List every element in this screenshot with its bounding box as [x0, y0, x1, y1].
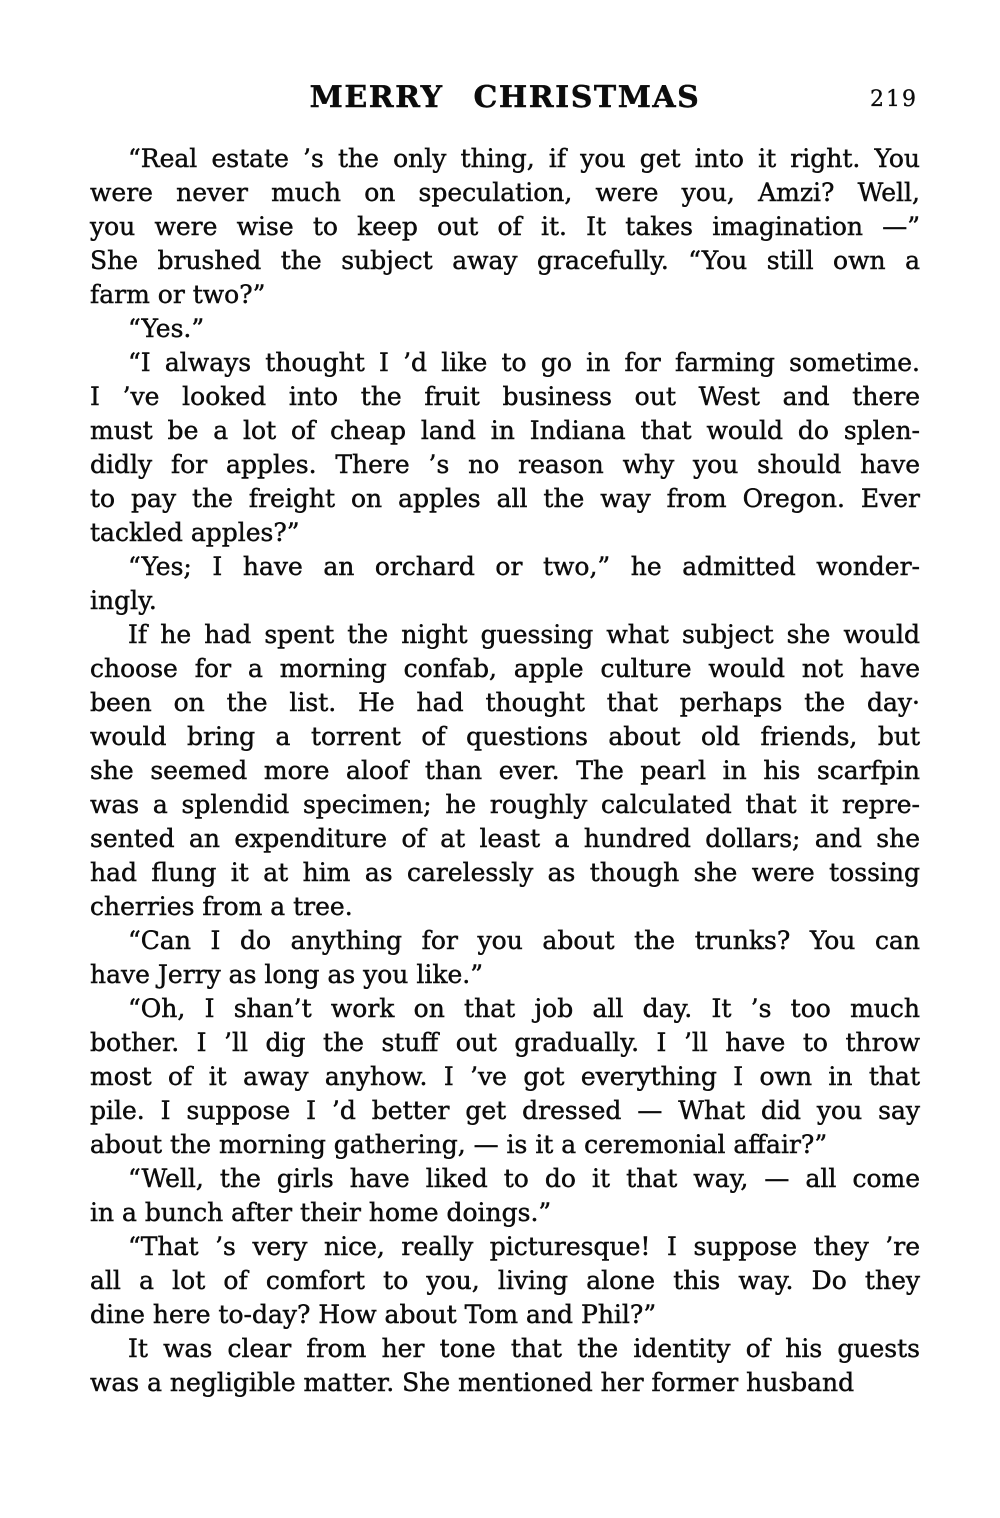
text-line: pile. I suppose I ’d better get dressed — What did you say	[90, 1096, 920, 1125]
text-line: was a splendid specimen; he roughly calculated that it repre-	[90, 790, 920, 819]
text-line: must be a lot of cheap land in Indiana that would do splen-	[90, 416, 920, 445]
text-line: about the morning gathering, — is it a ceremonial affair?”	[90, 1130, 828, 1159]
paragraph	[90, 550, 920, 618]
paragraph	[90, 346, 920, 550]
text-line: “Well, the girls have liked to do it that way, — all come	[128, 1164, 920, 1193]
text-line: had flung it at him as carelessly as though she were tossing	[90, 858, 920, 887]
text-line: “I always thought I ’d like to go in for farming sometime.	[128, 348, 920, 377]
paragraph	[90, 312, 920, 346]
text-line: were never much on speculation, were you, Amzi? Well,	[90, 178, 920, 207]
text-line: you were wise to keep out of it. It takes imagination —”	[90, 212, 920, 241]
text-line: tackled apples?”	[90, 518, 300, 547]
page-body	[90, 142, 920, 1400]
text-line: She brushed the subject away gracefully. “You still own a	[90, 246, 920, 275]
text-line: bother. I ’ll dig the stuff out gradually. I ’ll have to throw	[90, 1028, 920, 1057]
text-line: cherries from a tree.	[90, 892, 353, 921]
running-header-title: MERRY CHRISTMAS	[309, 80, 701, 115]
text-line: I ’ve looked into the fruit business out West and there	[90, 382, 920, 411]
paragraph	[90, 1230, 920, 1332]
text-line: “Can I do anything for you about the trunks? You can	[128, 926, 920, 955]
page-number: 219	[870, 87, 918, 112]
text-line: “Yes; I have an orchard or two,” he admitted wonder-	[128, 552, 920, 581]
paragraph	[90, 618, 920, 924]
text-line: all a lot of comfort to you, living alone this way. Do they	[90, 1266, 920, 1295]
text-line: sented an expenditure of at least a hundred dollars; and she	[90, 824, 920, 853]
running-header	[90, 80, 920, 116]
text-line: in a bunch after their home doings.”	[90, 1198, 552, 1227]
paragraph	[90, 992, 920, 1162]
text-line: farm or two?”	[90, 280, 266, 309]
text-line: was a negligible matter. She mentioned her former husband	[90, 1368, 855, 1397]
text-line: have Jerry as long as you like.”	[90, 960, 484, 989]
paragraph	[90, 142, 920, 312]
text-line: she seemed more aloof than ever. The pearl in his scarfpin	[90, 756, 920, 785]
text-line: dine here to-day? How about Tom and Phil?”	[90, 1300, 657, 1329]
text-line: “Real estate ’s the only thing, if you get into it right. You	[128, 144, 920, 173]
text-line: “Yes.”	[128, 314, 205, 343]
text-line: would bring a torrent of questions about old friends, but	[90, 722, 920, 751]
text-line: to pay the freight on apples all the way from Oregon. Ever	[90, 484, 920, 513]
text-line: most of it away anyhow. I ’ve got everything I own in that	[90, 1062, 920, 1091]
paragraph	[90, 1162, 920, 1230]
paragraph	[90, 1332, 920, 1400]
text-line: “That ’s very nice, really picturesque! I suppose they ’re	[128, 1232, 920, 1261]
paragraph	[90, 924, 920, 992]
text-line: choose for a morning confab, apple culture would not have	[90, 654, 920, 683]
text-line: didly for apples. There ’s no reason why you should have	[90, 450, 920, 479]
text-line: It was clear from her tone that the identity of his guests	[128, 1334, 920, 1363]
text-line: ingly.	[90, 586, 157, 615]
text-line: If he had spent the night guessing what subject she would	[128, 620, 920, 649]
text-line: been on the list. He had thought that perhaps the day·	[90, 688, 920, 717]
text-line: “Oh, I shan’t work on that job all day. It ’s too much	[128, 994, 920, 1023]
